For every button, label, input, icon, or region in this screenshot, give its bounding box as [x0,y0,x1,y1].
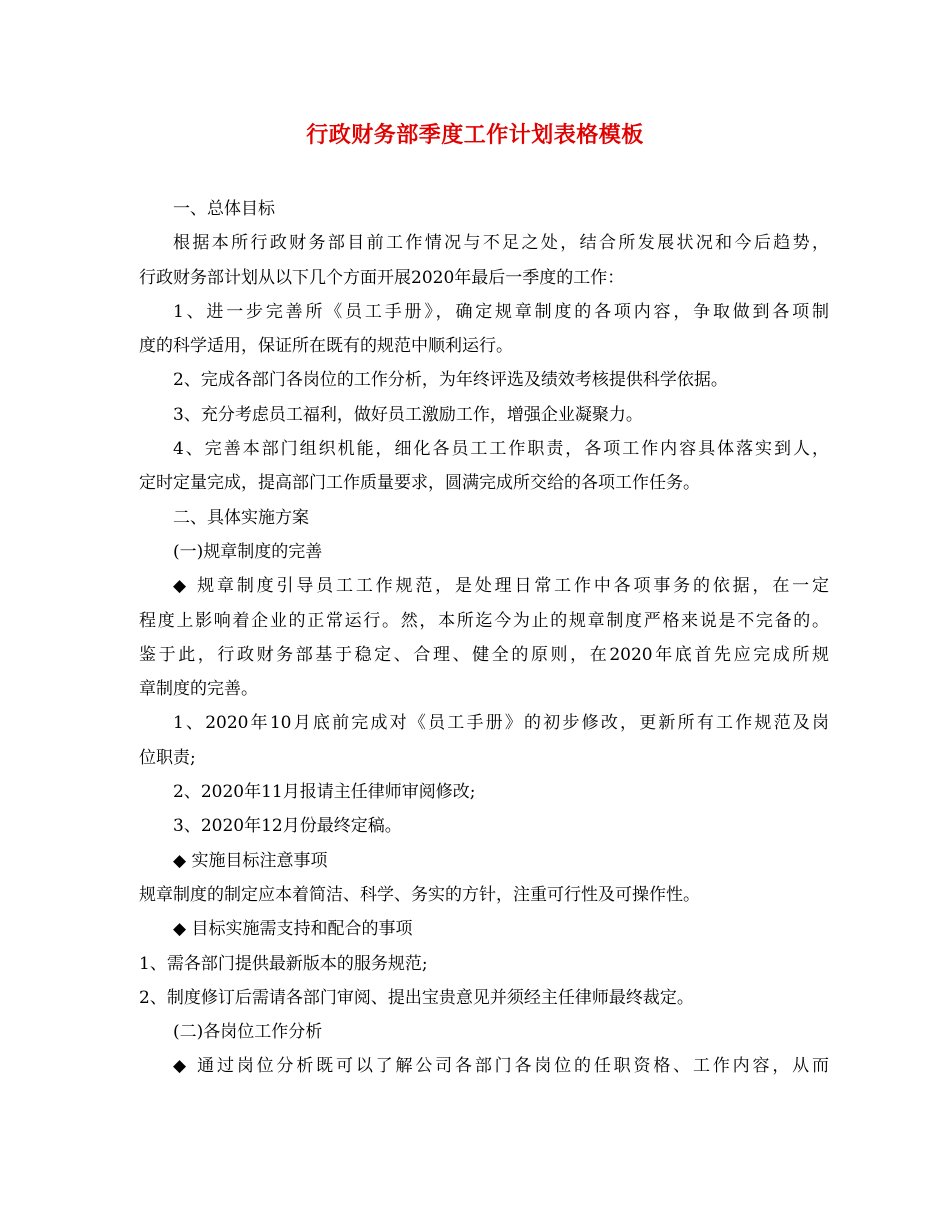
section-heading-implementation: 二、具体实施方案 [173,507,309,528]
paragraph-line: 规章制度的制定应本着简洁、科学、务实的方针，注重可行性及可操作性。 [139,884,700,905]
section-heading-overall-goals: 一、总体目标 [173,199,275,219]
list-item-line: 1、需各部门提供最新版本的服务规范; [139,953,428,974]
list-item-line: 2、制度修订后需请各部门审阅、提出宝贵意见并须经主任律师最终裁定。 [139,987,694,1008]
paragraph-line: 根据本所行政财务部目前工作情况与不足之处，结合所发展状况和今后趋势， [173,233,829,254]
list-item-line: 定时定量完成，提高部门工作质量要求，圆满完成所交给的各项工作任务。 [139,473,700,494]
list-item-line: 位职责; [139,747,196,768]
paragraph-line: 章制度的完善。 [139,679,258,700]
list-item-line: 2、2020年11月报请主任律师审阅修改; [173,782,476,803]
list-item-line: 4、完善本部门组织机能，细化各员工工作职责，各项工作内容具体落实到人， [173,439,829,460]
paragraph-line: 行政财务部计划从以下几个方面开展2020年最后一季度的工作： [139,267,625,288]
bullet-heading: ◆ 目标实施需支持和配合的事项 [173,919,413,940]
subsection-heading: (二)各岗位工作分析 [173,1022,323,1043]
document-body [139,192,829,1084]
bullet-paragraph-line: ◆ 通过岗位分析既可以了解公司各部门各岗位的任职资格、工作内容，从而 [173,1056,829,1077]
list-item-line: 1、2020年10月底前完成对《员工手册》的初步修改，更新所有工作规范及岗 [173,713,829,734]
paragraph-line: 鉴于此，行政财务部基于稳定、合理、健全的原则，在2020年底首先应完成所规 [139,644,829,665]
paragraph-line: 程度上影响着企业的正常运行。然，本所迄今为止的规章制度严格来说是不完备的。 [139,610,829,631]
bullet-paragraph-line: ◆ 规章制度引导员工工作规范，是处理日常工作中各项事务的依据，在一定 [173,576,829,597]
list-item-line: 1、进一步完善所《员工手册》，确定规章制度的各项内容，争取做到各项制 [173,301,829,322]
list-item-line: 3、2020年12月份最终定稿。 [173,816,402,837]
subsection-heading: (一)规章制度的完善 [173,541,323,562]
document-title: 行政财务部季度工作计划表格模板 [306,122,644,148]
bullet-heading: ◆ 实施目标注意事项 [173,850,328,871]
list-item-line: 2、完成各部门各岗位的工作分析，为年终评选及绩效考核提供科学依据。 [173,370,728,391]
list-item-line: 度的科学适用，保证所在既有的规范中顺利运行。 [139,336,513,357]
list-item-line: 3、充分考虑员工福利，做好员工激励工作，增强企业凝聚力。 [173,404,643,425]
